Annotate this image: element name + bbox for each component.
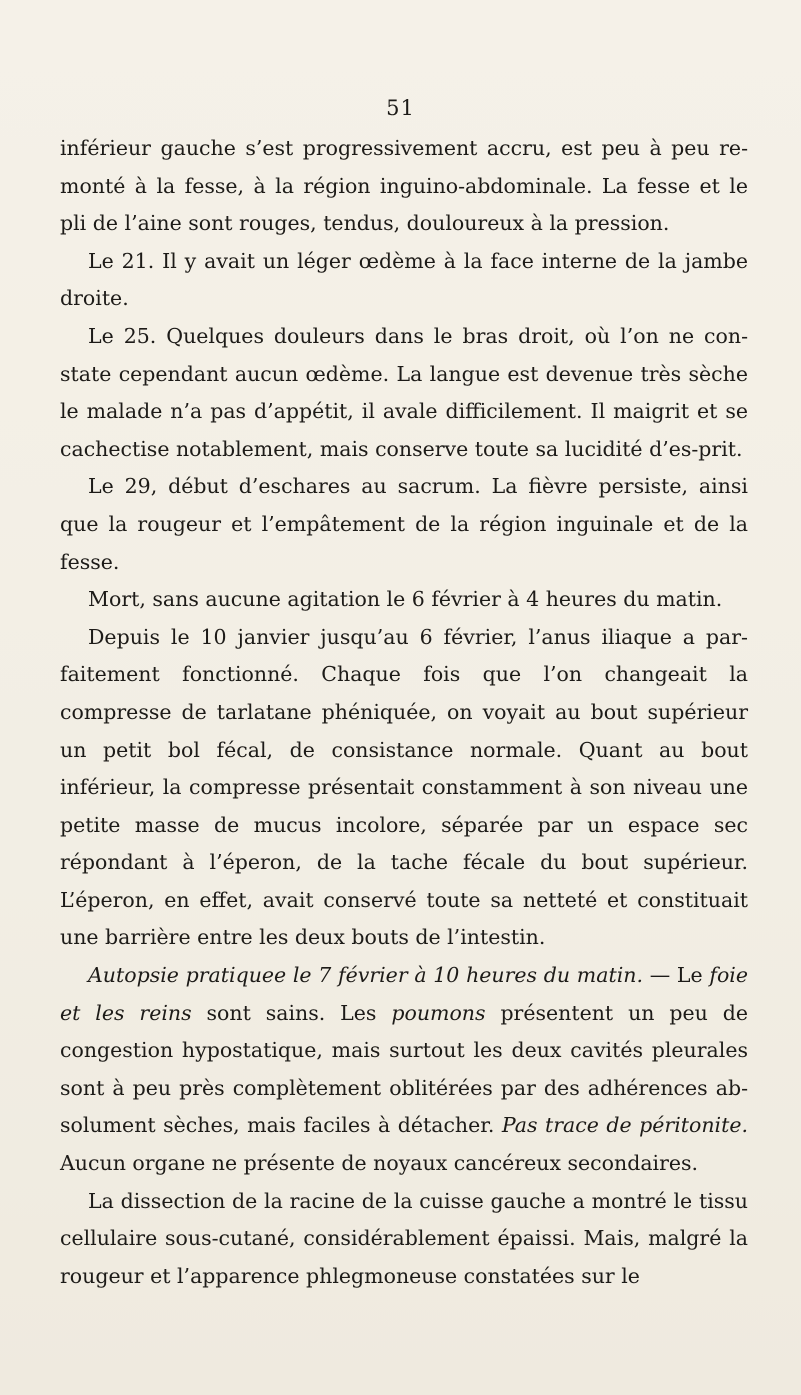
paragraph-p6 bbox=[60, 619, 748, 957]
text-run: inférieur gauche s’est progressivement accru, est peu à peu re-monté à la fesse, à la région inguino-abdominale. La fesse et le pli de l’aine sont rouges, tendus, douloureux à la pression. bbox=[60, 136, 748, 236]
paragraph-p2 bbox=[60, 243, 748, 318]
text-run: poumons bbox=[391, 1000, 486, 1025]
text-run: Aucun organe ne présente de noyaux cancéreux secondaires. bbox=[60, 1151, 699, 1176]
text-run: — Le bbox=[642, 963, 710, 988]
text-run: Depuis le 10 janvier jusqu’au 6 février, l’anus iliaque a par-faitement fonctionné. Chaque fois que l’on changeait la compresse de tarlatane phéniquée, on voyait au bout supérieur un petit bol fécal, de consistance normale. Quant au bout inférieur, la compresse présentait constamment à son niveau une petite masse de mucus incolore, séparée par un espace sec répondant à l’éperon, de la tache fécale du bout supérieur. L’éperon, en effet, avait conservé toute sa netteté et constituait une barrière entre les deux bouts de l’intestin. bbox=[60, 624, 748, 950]
text-run: sont sains. Les bbox=[191, 1000, 392, 1025]
page-number: 51 bbox=[386, 96, 415, 120]
paragraph-p8 bbox=[60, 1183, 748, 1296]
text-run: foie et les reins bbox=[60, 963, 748, 1025]
paragraph-p3 bbox=[60, 318, 748, 468]
paragraph-p1 bbox=[60, 130, 748, 243]
text-run: Le 25. Quelques douleurs dans le bras droit, où l’on ne con-state cependant aucun œdème. La langue est devenue très sèche le malade n’a pas d’appétit, il avale difficilement. Il maigrit et se cachectise notablement, mais conserve toute sa lucidité d’es-prit. bbox=[60, 323, 748, 461]
text-run: Le 21. Il y avait un léger œdème à la face interne de la jambe droite. bbox=[60, 248, 748, 311]
text-run: Autopsie pratiquee le 7 février à 10 heures du matin. bbox=[88, 963, 643, 988]
text-run: Pas trace de péritonite. bbox=[501, 1113, 748, 1138]
paragraph-p4 bbox=[60, 468, 748, 581]
paragraph-p5 bbox=[60, 581, 748, 619]
text-run: Le 29, début d’eschares au sacrum. La fièvre persiste, ainsi que la rougeur et l’empâtement de la région inguinale et de la fesse. bbox=[60, 474, 748, 574]
paragraph-p7 bbox=[60, 957, 748, 1183]
body-text bbox=[60, 130, 748, 1295]
text-run: Mort, sans aucune agitation le 6 février à 4 heures du matin. bbox=[88, 587, 723, 612]
text-run: présentent un peu de congestion hypostatique, mais surtout les deux cavités pleurales sont à peu près complètement oblitérées par des adhérences ab-solument sèches, mais faciles à détacher. bbox=[60, 1000, 748, 1138]
text-run: La dissection de la racine de la cuisse gauche a montré le tissu cellulaire sous-cutané, considérablement épaissi. Mais, malgré la rougeur et l’apparence phlegmoneuse constatées sur le bbox=[60, 1188, 748, 1288]
